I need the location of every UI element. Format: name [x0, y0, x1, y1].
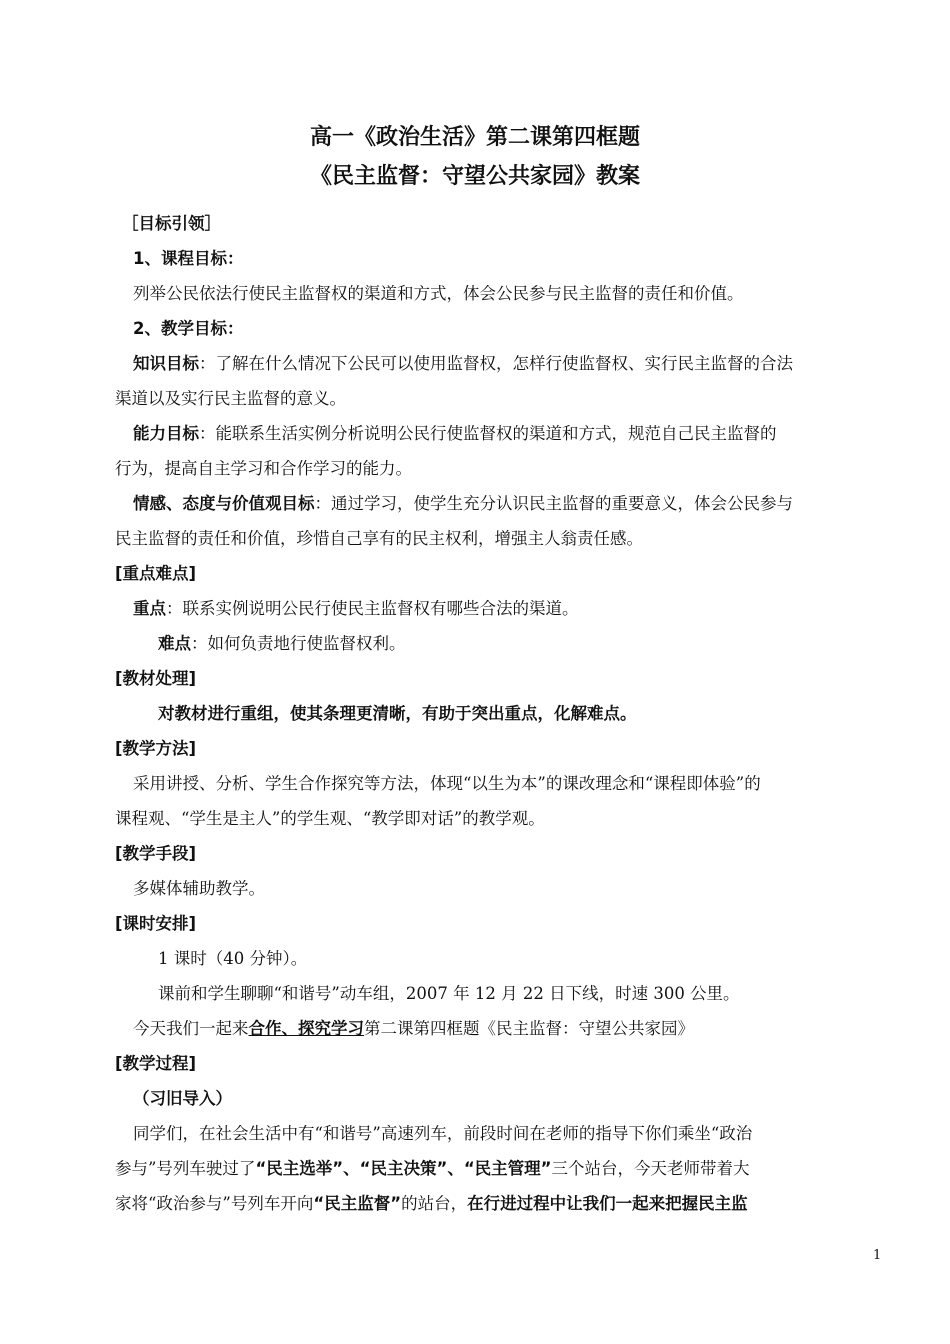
material-text: 对教材进行重组，使其条理更清晰，有助于突出重点，化解难点。 [158, 704, 637, 723]
goal2-label: 2、教学目标： [133, 319, 244, 338]
intro-para-2c: 三个站台，今天老师带着大 [551, 1159, 750, 1178]
review-label: （习旧导入） [133, 1089, 232, 1108]
knowledge-goal-line1 [133, 352, 883, 376]
method-text-1: 采用讲授、分析、学生合作探究等方法，体现“以生为本”的课改理念和“课程即体验”的 [133, 774, 761, 793]
today-text-emphasis: 合作、探究学习 [248, 1019, 364, 1038]
emotion-goal-line1 [133, 492, 883, 516]
page-number: 1 [873, 1248, 882, 1263]
difficult-point-text: ：如何负责地行使监督权利。 [191, 634, 406, 653]
intro-para-line2 [115, 1157, 885, 1181]
ability-goal-line2: 行为，提高自主学习和合作学习的能力。 [115, 459, 412, 478]
method-text-2: 课程观、“学生是主人”的学生观、“教学即对话”的教学观。 [115, 809, 545, 828]
section-heading-process: [教学过程] [115, 1054, 197, 1073]
goal1-label: 1、课程目标： [133, 249, 244, 268]
section-heading-material: [教材处理] [115, 669, 197, 688]
intro-para-line3 [115, 1192, 885, 1216]
ability-goal-text-1: ：能联系生活实例分析说明公民行使监督权的渠道和方式，规范自己民主监督的 [199, 424, 777, 443]
time-text: 1 课时（40 分钟）。 [158, 949, 308, 968]
difficult-point-line [158, 632, 928, 656]
means-text: 多媒体辅助教学。 [133, 879, 265, 898]
ability-goal-line1 [133, 422, 883, 446]
document-title: 高一《政治生活》第二课第四框题 [309, 125, 640, 150]
section-heading-time: [课时安排] [115, 914, 197, 933]
section-heading-goal: ［目标引领］ [122, 214, 221, 233]
section-heading-means: [教学手段] [115, 844, 197, 863]
intro-para-3b: “民主监督” [313, 1194, 402, 1213]
goal1-text: 列举公民依法行使民主监督权的渠道和方式，体会公民参与民主监督的责任和价值。 [133, 284, 744, 303]
emotion-goal-label: 情感、态度与价值观目标 [133, 494, 315, 513]
key-point-label: 重点 [133, 599, 166, 618]
chat-text: 课前和学生聊聊“和谐号”动车组，2007 年 12 月 22 日下线，时速 300 公里。 [158, 984, 740, 1003]
intro-para-2a: 参与”号列车驶过了 [115, 1159, 256, 1178]
today-text-c: 第二课第四框题《民主监督：守望公共家园》 [364, 1019, 694, 1038]
emotion-goal-line2: 民主监督的责任和价值，珍惜自己享有的民主权利，增强主人翁责任感。 [115, 529, 643, 548]
key-point-line [133, 597, 903, 621]
ability-goal-label: 能力目标 [133, 424, 199, 443]
intro-para-3a: 家将“政治参与”号列车开向 [115, 1194, 314, 1213]
intro-para-line1: 同学们，在社会生活中有“和谐号”高速列车，前段时间在老师的指导下你们乘坐“政治 [133, 1124, 753, 1143]
intro-para-3d: 在行进过程中让我们一起来把握民主监 [467, 1194, 748, 1213]
difficult-point-label: 难点 [158, 634, 191, 653]
section-heading-method: [教学方法] [115, 739, 197, 758]
intro-para-2b: “民主选举”、“民主决策”、“民主管理” [255, 1159, 552, 1178]
knowledge-goal-text-1: ：了解在什么情况下公民可以使用监督权，怎样行使监督权、实行民主监督的合法 [199, 354, 793, 373]
section-heading-key: [重点难点] [115, 564, 197, 583]
knowledge-goal-label: 知识目标 [133, 354, 199, 373]
key-point-text: ：联系实例说明公民行使民主监督权有哪些合法的渠道。 [166, 599, 579, 618]
today-text-a: 今天我们一起来 [133, 1019, 249, 1038]
knowledge-goal-line2: 渠道以及实行民主监督的意义。 [115, 389, 346, 408]
emotion-goal-text-1: ：通过学习，使学生充分认识民主监督的重要意义，体会公民参与 [314, 494, 793, 513]
document-subtitle: 《民主监督：守望公共家园》教案 [309, 164, 640, 189]
intro-para-3c: 的站台， [401, 1194, 468, 1213]
today-line [133, 1017, 903, 1041]
